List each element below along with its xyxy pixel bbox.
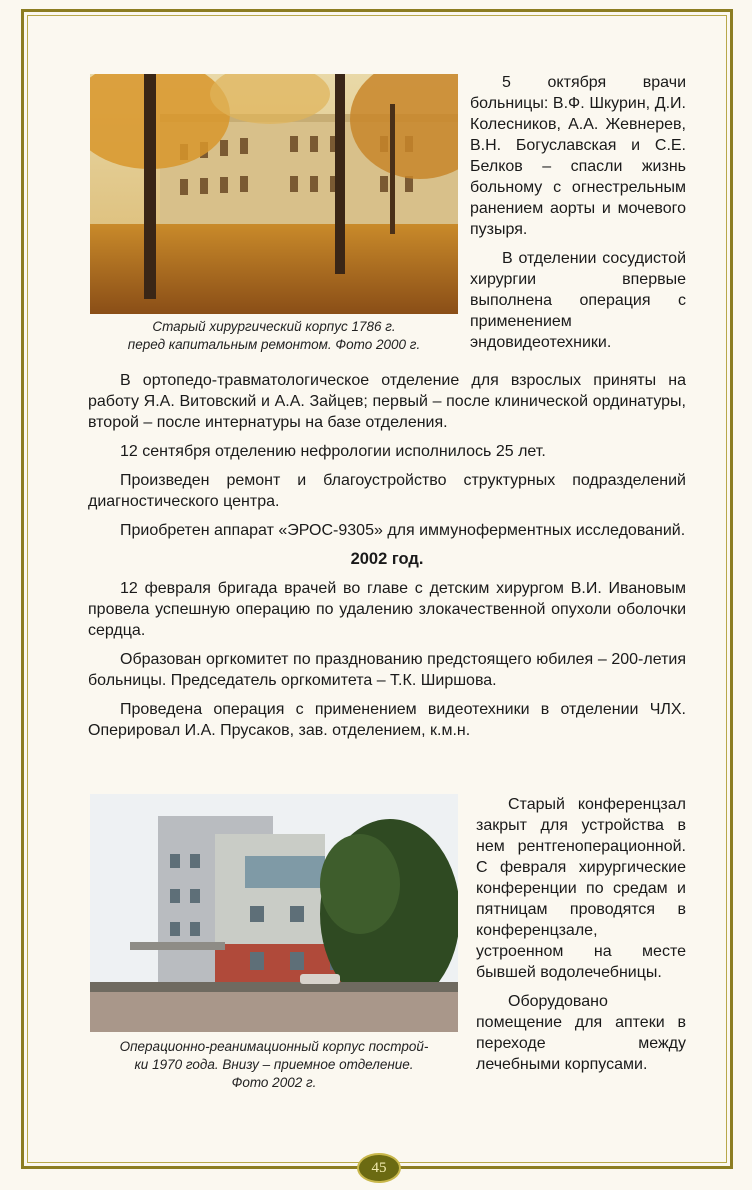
photo1-caption-line1: Старый хирургический корпус 1786 г. [152,319,396,334]
section-paragraph: Проведена операция с применением видеотехники в отделении ЧЛХ. Оперировал И.А. Прусаков, зав. отделением, к.м.н. [88,701,686,739]
column1-paragraph: В отделении сосудистой хирургии впервые выполнена операция с применением эндовидеотехники. [470,250,686,351]
photo2-caption-line3: Фото 2002 г. [231,1075,317,1090]
photo1-caption-line2: перед капитальным ремонтом. Фото 2000 г. [127,337,421,352]
right-column-bottom [476,794,686,1083]
section-heading: 2002 год. [350,550,424,568]
column2-paragraph: Старый конференцзал закрыт для устройства в нем рентгеноперационной. С февраля хирургические конференции по средам и пятницам проводятся в конференцзале, устроенном на месте бывшей водолечебницы. [476,796,686,981]
photo2-caption-line2: ки 1970 года. Внизу – приемное отделение. [134,1057,414,1072]
right-column-top [470,72,686,361]
column2-paragraph: Оборудовано помещение для аптеки в переходе между лечебными корпусами. [476,993,686,1073]
body-paragraph: Произведен ремонт и благоустройство структурных подразделений диагностического центра. [88,472,686,510]
section-paragraph: Образован оргкомитет по празднованию предстоящего юбилея – 200-летия больницы. Председатель оргкомитета – Т.К. Ширшова. [88,651,686,689]
photo2-caption-line1: Операционно-реанимационный корпус построй- [119,1039,429,1054]
body-paragraph: Приобретен аппарат «ЭРОС-9305» для иммуноферментных исследований. [120,522,686,539]
column1-paragraph: 5 октября врачи больницы: В.Ф. Шкурин, Д.И. Колесников, А.А. Жевнерев, В.Н. Богуславская и С.Е. Белков – спасли жизнь больному с огнестрельным ранением аорты и мочевого пузыря. [470,74,686,238]
operating-building-photo [90,794,458,1032]
body-paragraph: В ортопедо-травматологическое отделение для взрослых приняты на работу Я.А. Витовский и А.А. Зайцев; первый – после клинической ординатуры, второй – после интернатуры на базе отделения. [88,372,686,431]
section-paragraph: 12 февраля бригада врачей во главе с детским хирургом В.И. Ивановым провела успешную операцию по удалению злокачественной опухоли оболочки сердца. [88,580,686,639]
old-surgical-building-photo [90,74,458,314]
photo2-caption [84,1038,464,1092]
main-body [88,370,686,749]
photo1-caption [90,318,458,354]
body-paragraph: 12 сентября отделению нефрологии исполнилось 25 лет. [120,443,546,460]
page-number: 45 [357,1153,401,1183]
